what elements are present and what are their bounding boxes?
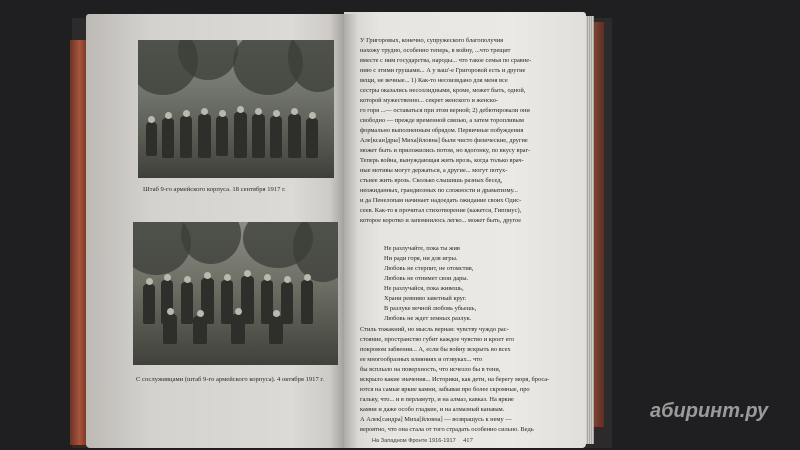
text-line: ные мотивы могут держаться, а другие... могут потух- — [360, 167, 508, 174]
poem-line: Не разлучайся, пока живешь, — [384, 285, 464, 292]
person-figure — [163, 314, 177, 344]
person-figure — [234, 112, 247, 158]
photo-caption-1: Штаб 9-го армейского корпуса. 18 сентября 1917 г. — [143, 186, 286, 193]
person-figure — [270, 116, 282, 158]
text-line: У Григоровых, конечно, супружеского благополучия — [360, 37, 504, 44]
person-figure — [301, 280, 313, 324]
poem-line: Любовь не отнимет свои дары. — [384, 275, 469, 282]
tree-shape — [181, 222, 241, 264]
person-figure — [269, 316, 283, 344]
poem-line: Не разлучайте, пока ты жив — [384, 245, 460, 252]
person-figure — [162, 118, 174, 158]
historical-photo-2 — [133, 222, 338, 365]
person-figure — [193, 316, 207, 344]
text-line: го горя ...— оставаться при этом верной; 2) дебютировали они — [360, 107, 530, 114]
text-line: А Алек[сандра] Миха[йловна] — возвращусь к нему — — [360, 416, 512, 423]
person-figure — [288, 114, 301, 158]
poem-line: Храни ревниво заветный круг. — [384, 295, 467, 302]
person-figure — [306, 118, 318, 158]
tree-shape — [293, 222, 338, 282]
text-line: Теперь война, вынуждающая жить врозь, когда только врач- — [360, 157, 524, 164]
book-cover-left — [70, 40, 86, 445]
text-line: бы всплыло на поверхность, что исчезло бы в тени, — [360, 366, 501, 373]
person-figure — [180, 116, 192, 158]
text-line: стояние, пространство губит каждое чувство и кроет его — [360, 336, 515, 343]
poem-line: Ни ради горя, ни для игры. — [384, 255, 458, 262]
text-line: вскрыло какие значения... Историки, как дети, на берегу моря, броса- — [360, 376, 550, 383]
text-line: может быть и приложились потом, но вдогонку, по вкусу враг- — [360, 147, 531, 154]
text-line: свободно — прежде временной связью, а затем торопливым — [360, 117, 524, 124]
text-line: нию с этими грушами... А у ваш'-е Григоровой есть и другие — [360, 67, 526, 74]
text-line: Але[ксан]дры] Миха[йловна] были чисто физические, другие — [360, 137, 528, 144]
person-figure — [181, 282, 193, 324]
text-line: неожиданных, грандиозных по сложности и драматизму... — [360, 187, 518, 194]
page-edges — [586, 16, 594, 444]
text-line: стьнее жить врозь. Сколько слышишь разных бесед, — [360, 177, 503, 184]
body-paragraph-1 — [360, 36, 570, 226]
text-line: сестры оказались несоллидными, кроме, может быть, одной, — [360, 87, 526, 94]
text-line: вместе с ним государства, народы... что такое семья по сравне- — [360, 57, 532, 64]
text-line: и да Пенелопам начинает надоедать ожидание своих Одис- — [360, 197, 522, 204]
person-figure — [216, 116, 228, 156]
text-line: которое коротко и запомнилось легко... может быть, другое — [360, 217, 522, 224]
text-line: вероятно, что она стала от того страдать особенно сильно. Ведь — [360, 426, 534, 433]
text-line: вещи, не вечные... 1) Как-то несоизвдано для меня все — [360, 77, 508, 84]
person-figure — [198, 114, 211, 158]
text-line: покровом забвения... А, если бы войну вскрыть во всех — [360, 346, 511, 353]
page-number: 417 — [463, 437, 473, 444]
body-paragraph-2 — [360, 325, 570, 435]
tree-shape — [288, 40, 334, 92]
person-figure — [252, 114, 265, 158]
text-line: нахожу трудно, особенно теперь, в войну, ...что трещит — [360, 47, 511, 54]
running-footer: На Западном Фронте 1916-1917 — [372, 438, 456, 444]
poem-line: В разлуке вечной любовь убьешь, — [384, 305, 477, 312]
poem-line: Любовь не ждет земных разлук. — [384, 315, 472, 322]
text-line: сеев. Как-то я прочитал стихотворение (кажется, Гиппиус), — [360, 207, 522, 214]
historical-photo-1 — [138, 40, 334, 178]
person-figure — [143, 284, 155, 324]
text-line: ее многообразных влияниях и отзвуках... что — [360, 356, 483, 363]
watermark: абиринт.ру — [650, 400, 769, 422]
person-figure — [146, 122, 157, 156]
text-line: формально выполненным обрядом. Первичные побуждения — [360, 127, 524, 134]
poem-line: Любовь не стерпит, не отомстив, — [384, 265, 474, 272]
poem-block — [384, 244, 476, 324]
text-line: гальку, что... и в перламутр, и на алмаз, кавказ. На яркие — [360, 396, 514, 403]
person-figure — [231, 314, 245, 344]
text-line: ются на самые яркие камни, забывая про более скромные, про — [360, 386, 530, 393]
photo-caption-2: С сослуживцами (штаб 9-го армейского корпуса). 4 октября 1917 г. — [136, 376, 325, 383]
text-line: Стиль тожакний, но мысль верная: чувству чуждо рас- — [360, 326, 509, 333]
person-figure — [281, 282, 293, 324]
text-line: которой мужественно... секрет женского и женско- — [360, 97, 499, 104]
text-line: камни и даже особо гладкие, и на алмазный канавам. — [360, 406, 505, 413]
